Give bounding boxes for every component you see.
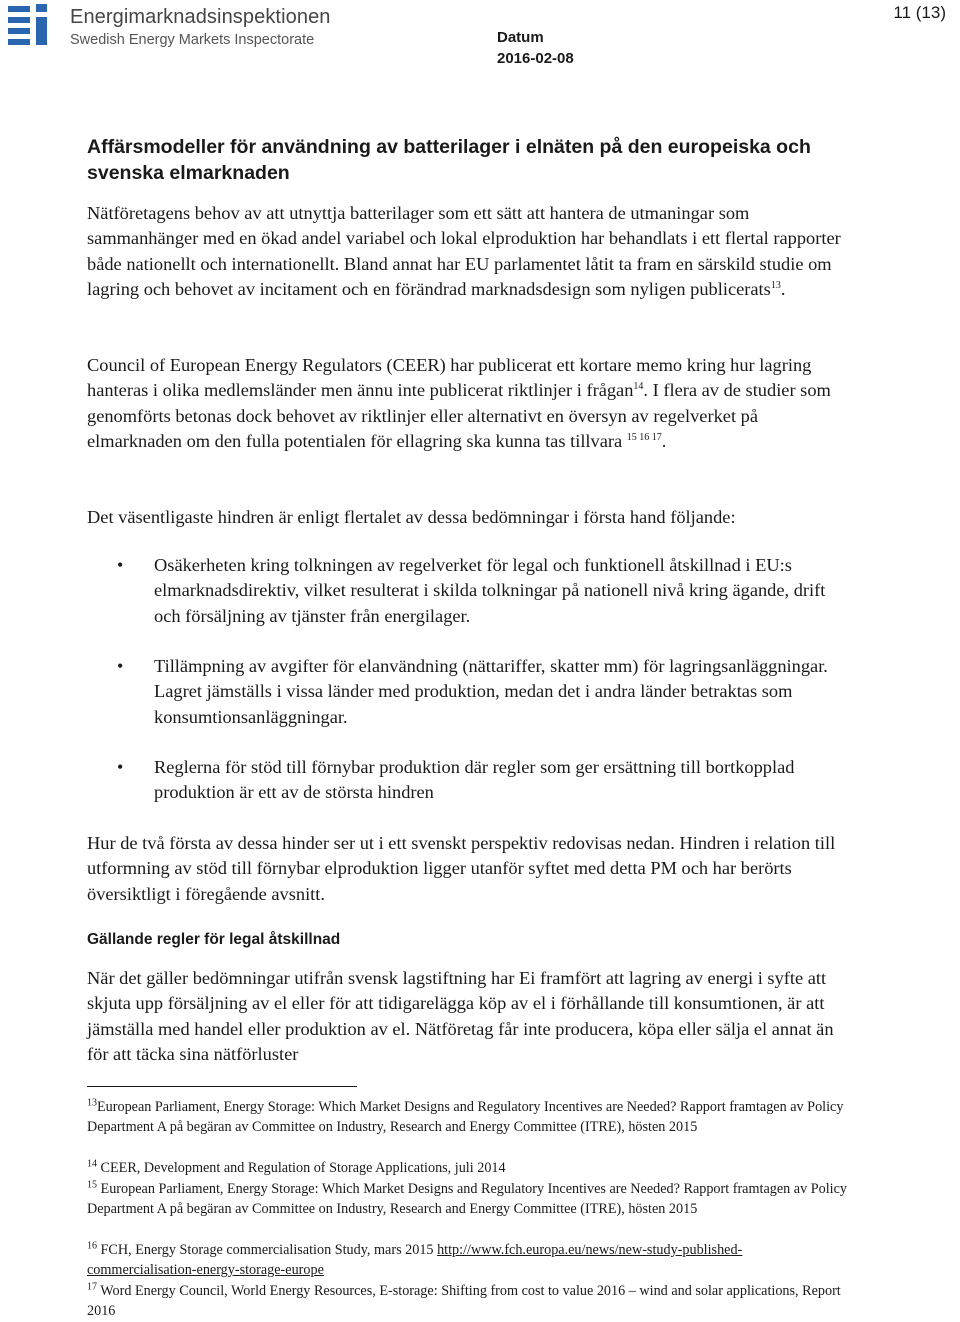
footnote-number: 14 (87, 1158, 97, 1170)
footnote-15 (87, 1179, 847, 1220)
footnote-ref-15-16-17: 15 16 17 (626, 431, 662, 443)
paragraph-4: Hur de två första av dessa hinder ser ut i ett svenskt perspektiv redovisas nedan. Hindren i relation till utformning av stöd till förnybar elproduktion ligger utanför syftet med detta PM och har berörts översiktligt i föregående avsnitt. (87, 833, 836, 904)
paragraph-2-text: Council of European Energy Regulators (CEER) har publicerat ett kortare memo kring hur lagring hanteras i olika medlemsländer men ännu inte publicerat riktlinjer i frågan (87, 355, 812, 401)
footnote-number: 13 (87, 1097, 97, 1109)
footnote-text: FCH, Energy Storage commercialisation Study, mars 2015 (97, 1242, 438, 1258)
bullet-item: Tillämpning av avgifter för elanvändning (nättariffer, skatter mm) för lagringsanläggningar. Lagret jämställs i vissa länder med produktion, medan det i andra länder betraktas som konsumtionsanläggningar. (154, 656, 828, 727)
paragraph-1-end: . (780, 278, 786, 299)
paragraph-2-end: . (661, 430, 667, 451)
bullet-icon: • (117, 555, 124, 575)
org-name-swedish: Energimarknadsinspektionen (70, 6, 331, 28)
footnote-ref-13: 13 (770, 279, 781, 291)
bullet-item: Reglerna för stöd till förnybar produktion där regler som ger ersättning till bortkopplad produktion är ett av de största hindren (154, 757, 795, 803)
date-label: Datum (497, 29, 544, 46)
ei-logo-icon (8, 4, 58, 48)
footnote-text: CEER, Development and Regulation of Storage Applications, juli 2014 (97, 1160, 506, 1176)
bullet-item: Osäkerheten kring tolkningen av regelverket för legal och funktionell åtskillnad i EU:s elmarknadsdirektiv, vilket resulterat i skilda tolkningar på nationell nivå kring ägande, drift och försäljning av tjänster från energilager. (154, 555, 826, 626)
footnote-number: 15 (87, 1179, 97, 1191)
paragraph-5: När det gäller bedömningar utifrån svensk lagstiftning har Ei framfört att lagring av energi i syfte att skjuta upp försäljning av el eller för att tidigarelägga köp av el i förhållande till konsumtionen, är att jämställa med handel eller produktion av el. Nätföretag får inte producera, köpa eller sälja el annat än för att täcka sina nätförluster (87, 968, 834, 1064)
paragraph-1-text: Nätföretagens behov av att utnyttja batterilager som ett sätt att hantera de utmaningar som sammanhänger med en ökad andel variabel och lokal elproduktion har behandlats i ett flertal rapporter både nationellt och internationellt. Bland annat har EU parlamentet låtit ta fram en särskild studie om lagring och behovet av incitament och en förändrad marknadsdesign som nyligen publicerats (87, 203, 841, 299)
bullet-icon: • (117, 757, 124, 777)
section-subheading: Gällande regler för legal åtskillnad (87, 931, 341, 948)
paragraph-3: Det väsentligaste hindren är enligt flertalet av dessa bedömningar i första hand följande: (87, 507, 736, 527)
footnote-link[interactable]: http://www.fch.europa.eu/news/new-study-published-commercialisation-energy-storage-europe (87, 1242, 743, 1279)
footnote-number: 16 (87, 1240, 97, 1252)
paragraph-2-text-cont: . I flera av de studier som genomförts betonas dock behovet av riktlinjer eller alternativt en översyn av regelverket på elmarknaden om den fulla potentialen för ellagring ska kunna tas tillvara (87, 380, 831, 451)
bullet-icon: • (117, 656, 124, 676)
footnote-text: European Parliament, Energy Storage: Which Market Designs and Regulatory Incentives are Needed? Rapport framtagen av Policy Department A på begäran av Committee on Industry, Research and Energy Committee (ITRE), hösten 2015 (87, 1181, 847, 1218)
paragraph-2 (87, 353, 847, 454)
document-title: Affärsmodeller för användning av batterilager i elnäten på den europeiska och svenska elmarknaden (87, 136, 811, 184)
footnote-ref-14: 14 (633, 381, 644, 393)
footnote-16 (87, 1240, 847, 1281)
footnote-separator (87, 1086, 357, 1087)
footnote-14 (87, 1158, 847, 1178)
page-number: 11 (13) (893, 3, 946, 22)
footnote-number: 17 (87, 1281, 97, 1293)
org-name-english: Swedish Energy Markets Inspectorate (70, 32, 315, 48)
footnote-text: European Parliament, Energy Storage: Which Market Designs and Regulatory Incentives are Needed? Rapport framtagen av Policy Department A på begäran av Committee on Industry, Research and Energy Committee (ITRE), hösten 2015 (87, 1099, 844, 1136)
footnote-17 (87, 1281, 847, 1322)
date-value: 2016-02-08 (497, 50, 574, 67)
paragraph-1 (87, 201, 847, 302)
footnote-text: Word Energy Council, World Energy Resources, E-storage: Shifting from cost to value 2016 – wind and solar applications, Report 2016 (87, 1283, 841, 1320)
footnote-13 (87, 1097, 847, 1138)
